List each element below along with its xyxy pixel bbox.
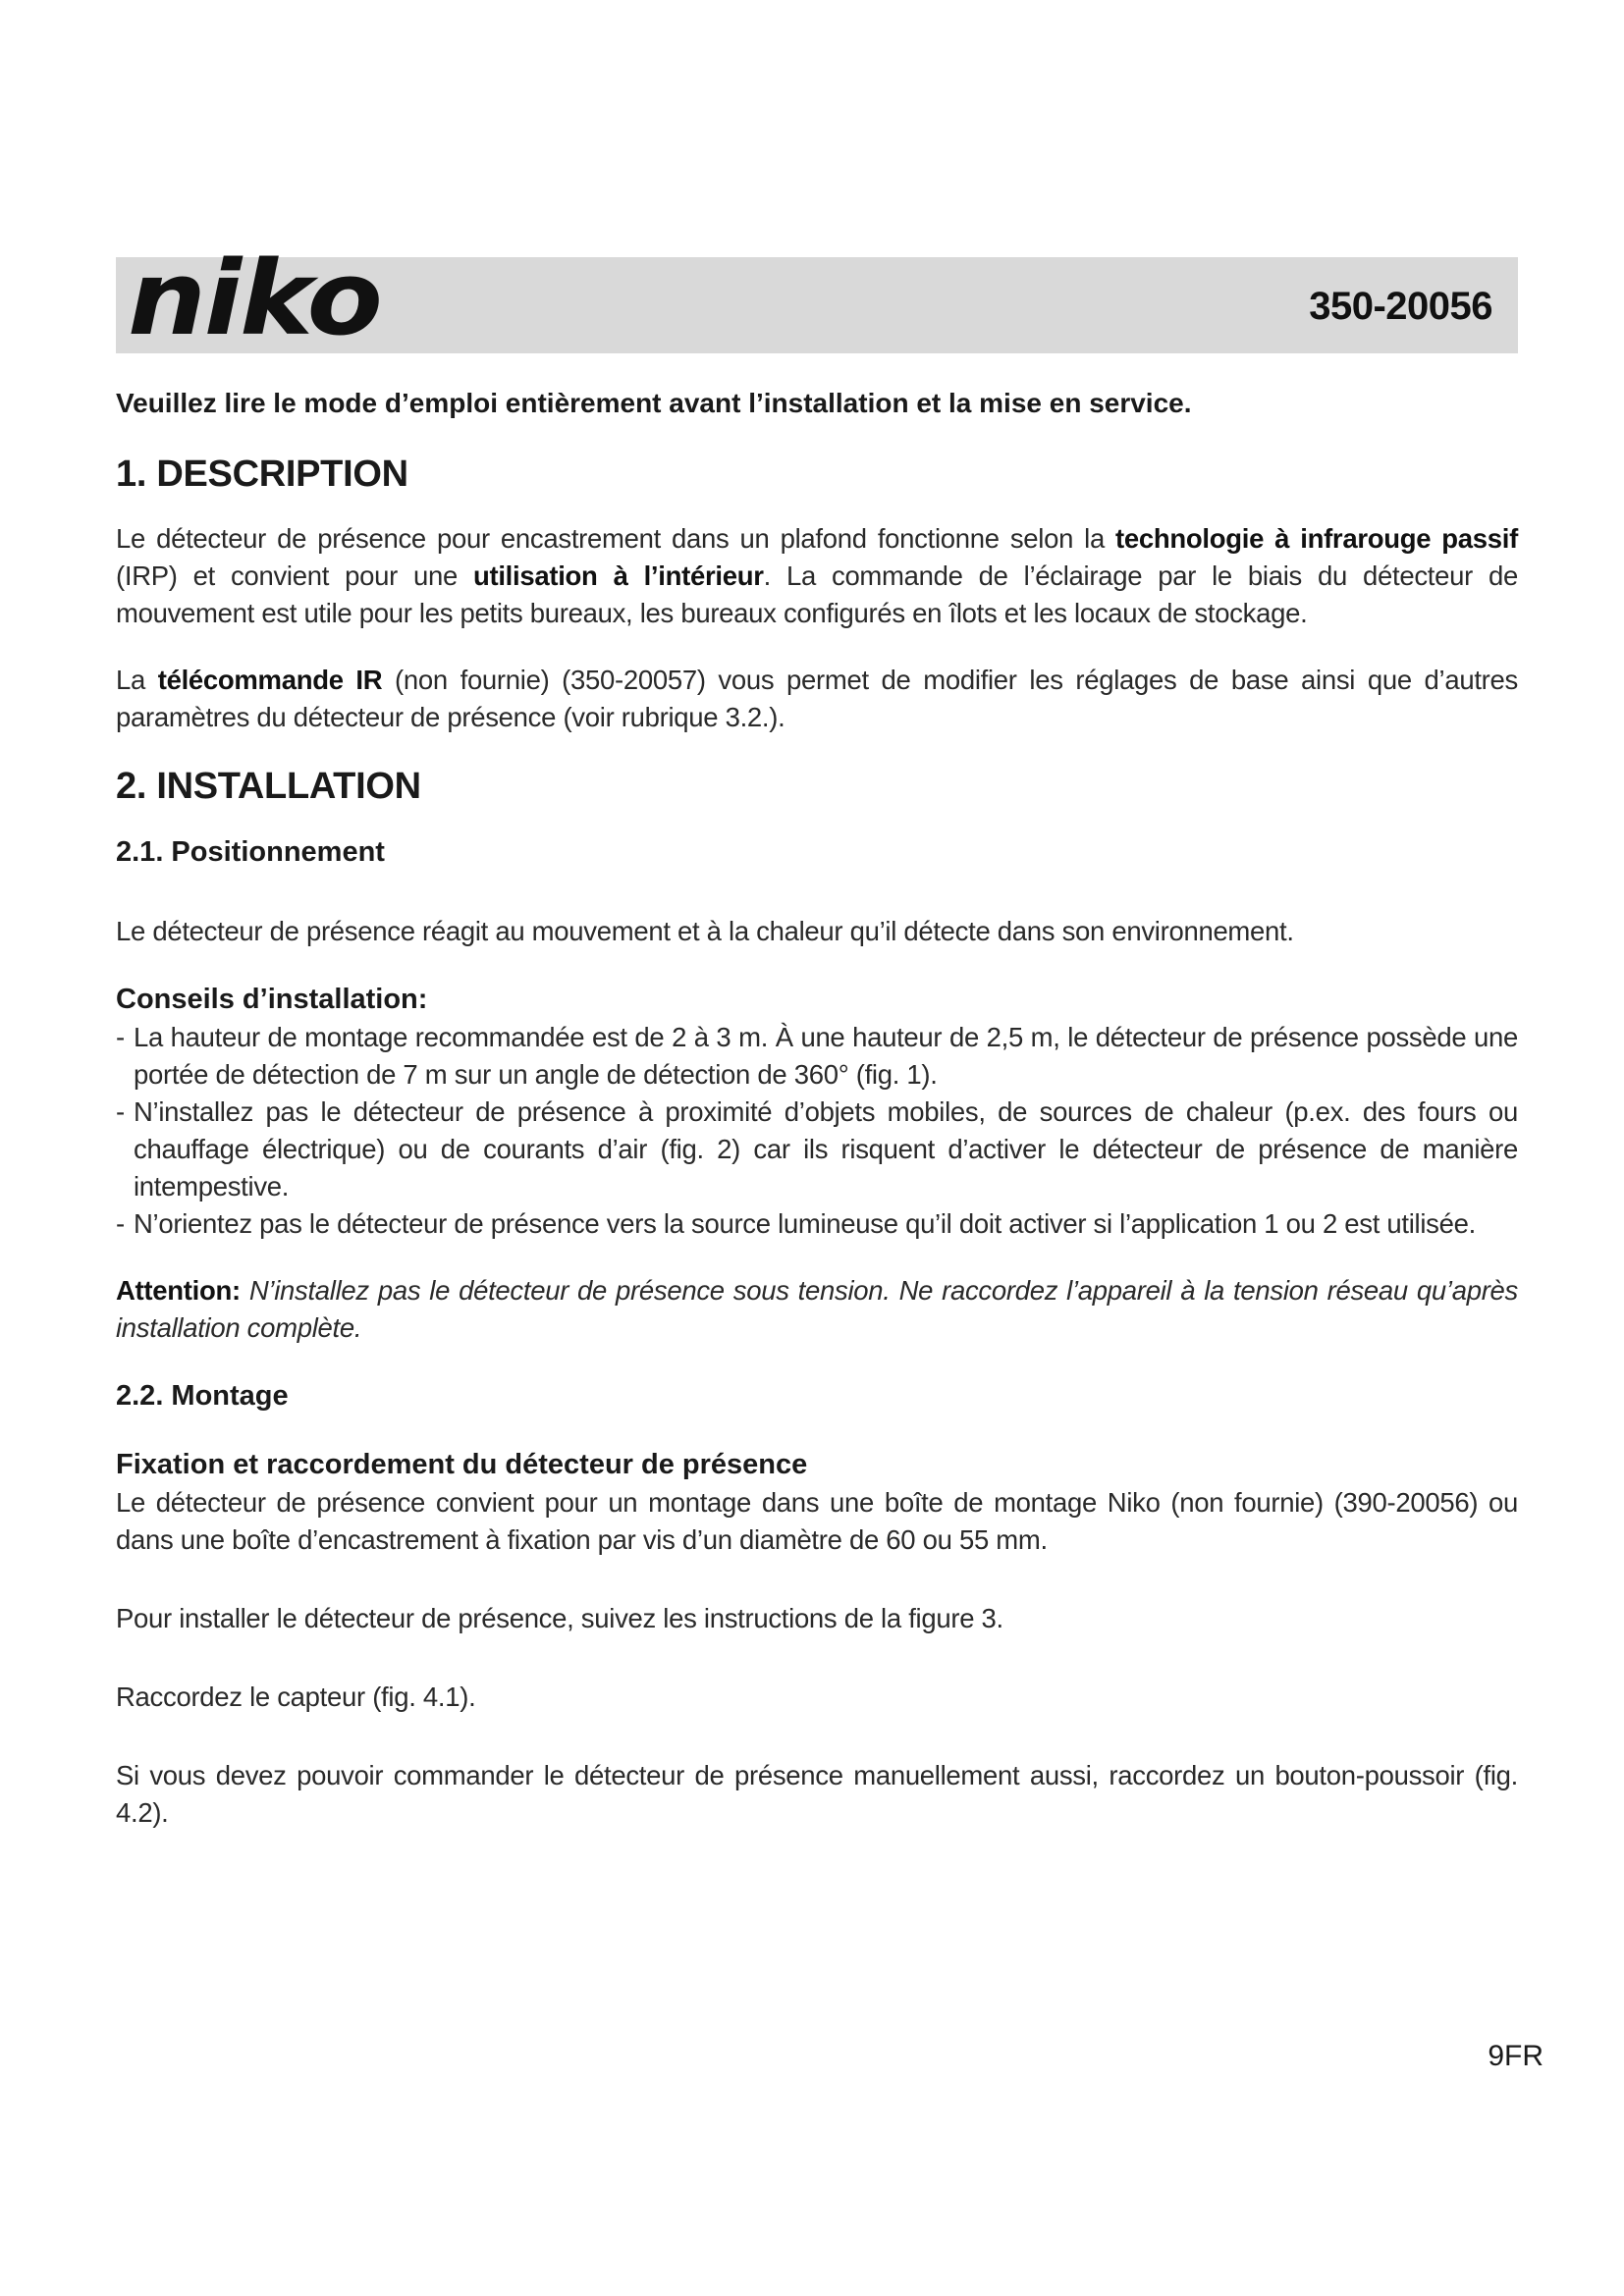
fixation-title: Fixation et raccordement du détecteur de présence bbox=[116, 1449, 808, 1480]
list-item: - N’orientez pas le détecteur de présence vers la source lumineuse qu’il doit activer si l’application 1 ou 2 est utilisée. bbox=[116, 1205, 1518, 1243]
product-code: 350-20056 bbox=[1309, 285, 1492, 328]
montage-paragraph-3: Raccordez le capteur (fig. 4.1). bbox=[116, 1682, 476, 1712]
montage-paragraph-2: Pour installer le détecteur de présence, suivez les instructions de la figure 3. bbox=[116, 1603, 1003, 1633]
subsection-title-positionnement: 2.1. Positionnement bbox=[116, 836, 385, 868]
subsection-title-montage: 2.2. Montage bbox=[116, 1380, 289, 1412]
montage-paragraph-4: Si vous devez pouvoir commander le détecteur de présence manuellement aussi, raccordez un bouton-poussoir (fig. 4.2). bbox=[116, 1760, 1518, 1828]
tips-title: Conseils d’installation: bbox=[116, 984, 428, 1015]
montage-paragraph-1: Le détecteur de présence convient pour un montage dans une boîte de montage Niko (non fournie) (390-20056) ou dans une boîte d’encastrement à fixation par vis d’un diamètre de 60 ou 55 mm. bbox=[116, 1487, 1518, 1555]
attention-text: N’installez pas le détecteur de présence sous tension. Ne raccordez l’appareil à la tension réseau qu’après installation complète. bbox=[116, 1275, 1518, 1343]
list-item: - La hauteur de montage recommandée est de 2 à 3 m. À une hauteur de 2,5 m, le détecteur de présence possède une portée de détection de 7 m sur un angle de détection de 360° (fig. 1). bbox=[116, 1019, 1518, 1094]
section-title-description: 1. DESCRIPTION bbox=[116, 454, 408, 495]
description-paragraph-1: Le détecteur de présence pour encastrement dans un plafond fonctionne selon la technologie à infrarouge passif (IRP) et convient pour une utilisation à l’intérieur. La commande de l’éclairage par le biais du détecteur de mouvement est utile pour les petits bureaux, les bureaux configurés en îlots et les locaux de stockage. bbox=[116, 523, 1518, 628]
attention-label: Attention: bbox=[116, 1275, 241, 1306]
niko-logo: niko bbox=[128, 239, 381, 358]
attention-note bbox=[116, 1272, 1518, 1347]
page-number: 9FR bbox=[1488, 2040, 1543, 2072]
header-bar bbox=[116, 239, 1518, 358]
tips-list bbox=[116, 1019, 1518, 1243]
description-paragraph-2: La télécommande IR (non fournie) (350-20057) vous permet de modifier les réglages de base ainsi que d’autres paramètres du détecteur de présence (voir rubrique 3.2.). bbox=[116, 665, 1518, 732]
document-content bbox=[116, 383, 1518, 1832]
positionnement-text: Le détecteur de présence réagit au mouvement et à la chaleur qu’il détecte dans son environnement. bbox=[116, 916, 1294, 946]
intro-notice: Veuillez lire le mode d’emploi entièrement avant l’installation et la mise en service. bbox=[116, 388, 1192, 418]
section-title-installation: 2. INSTALLATION bbox=[116, 766, 421, 807]
list-item: - N’installez pas le détecteur de présence à proximité d’objets mobiles, de sources de chaleur (p.ex. des fours ou chauffage électrique) ou de courants d’air (fig. 2) car ils risquent d’activer le détecteur de présence de manière intempestive. bbox=[116, 1094, 1518, 1205]
